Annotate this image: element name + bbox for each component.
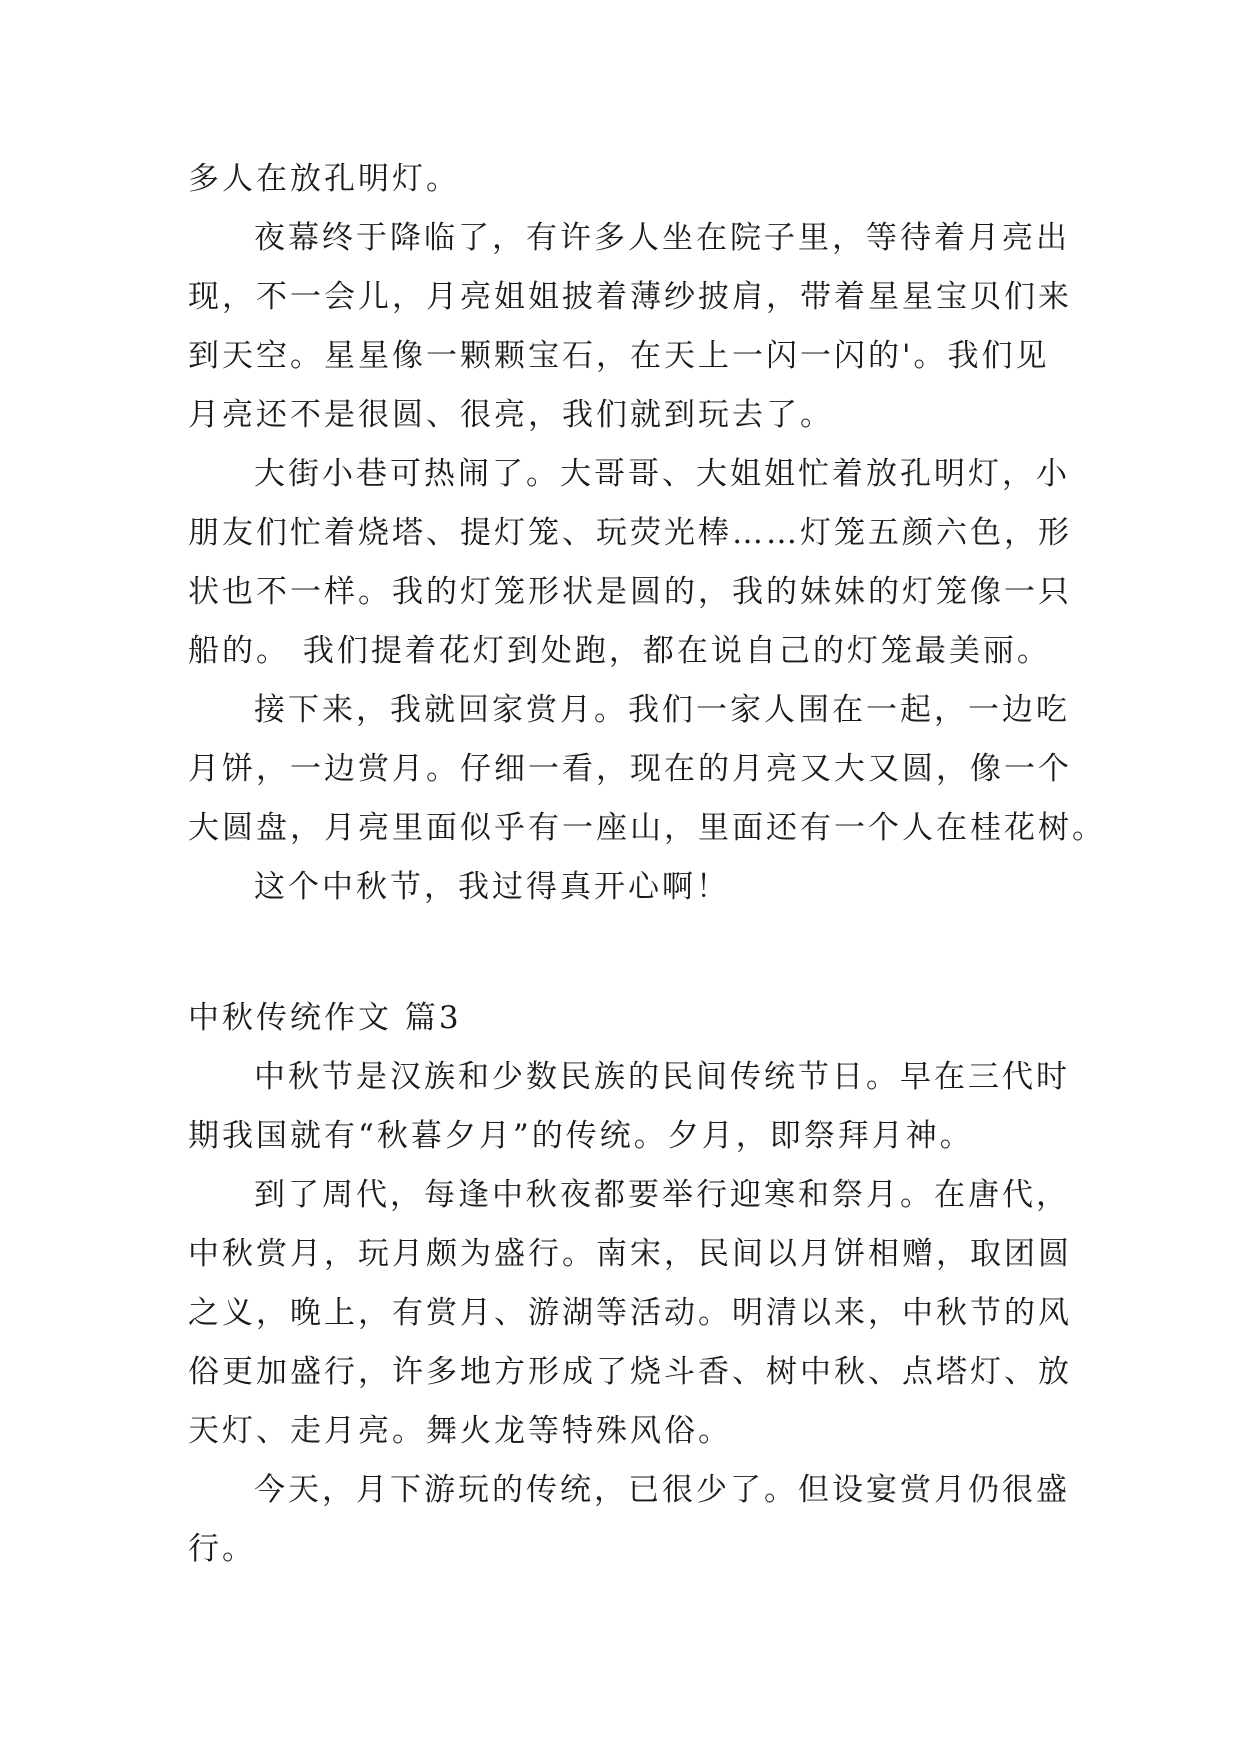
paragraph-line: 朋友们忙着烧塔、提灯笼、玩荧光棒……灯笼五颜六色，形 (188, 515, 1072, 551)
document-page (188, 150, 1106, 1579)
paragraph-line: 夜幕终于降临了，有许多人坐在院子里，等待着月亮出 (254, 220, 1070, 256)
paragraph-line: 俗更加盛行，许多地方形成了烧斗香、树中秋、点塔灯、放 (188, 1354, 1072, 1390)
section-spacer (188, 917, 1068, 989)
paragraph-line: 期我国就有“秋暮夕月”的传统。夕月，即祭拜月神。 (188, 1118, 974, 1154)
paragraph-line: 大街小巷可热闹了。大哥哥、大姐姐忙着放孔明灯，小 (254, 456, 1070, 492)
paragraph-line: 月饼，一边赏月。仔细一看，现在的月亮又大又圆，像一个 (188, 751, 1072, 787)
paragraph-line: 到了周代，每逢中秋夜都要举行迎寒和祭月。在唐代， (254, 1177, 1070, 1213)
paragraph-line: 船的。 我们提着花灯到处跑，都在说自己的灯笼最美丽。 (188, 633, 1051, 669)
essay-section-3 (188, 1048, 1072, 1579)
essay-section-2-continuation (188, 150, 1106, 917)
paragraph-line: 状也不一样。我的灯笼形状是圆的，我的妹妹的灯笼像一只 (188, 574, 1072, 610)
paragraph-line: 这个中秋节，我过得真开心啊！ (254, 869, 730, 905)
paragraph-line: 月亮还不是很圆、很亮，我们就到玩去了。 (188, 397, 834, 433)
paragraph-line: 到天空。星星像一颗颗宝石，在天上一闪一闪的'。我们见 (188, 338, 1050, 374)
paragraph-line: 行。 (188, 1531, 256, 1567)
paragraph-line: 中秋赏月，玩月颇为盛行。南宋，民间以月饼相赠，取团圆 (188, 1236, 1072, 1272)
paragraph-line: 接下来，我就回家赏月。我们一家人围在一起，一边吃 (254, 692, 1070, 728)
paragraph-line: 中秋节是汉族和少数民族的民间传统节日。早在三代时 (254, 1059, 1070, 1095)
paragraph-line: 多人在放孔明灯。 (188, 161, 460, 197)
paragraph-line: 之义，晚上，有赏月、游湖等活动。明清以来，中秋节的风 (188, 1295, 1072, 1331)
paragraph-line: 大圆盘，月亮里面似乎有一座山，里面还有一个人在桂花树。 (188, 810, 1106, 846)
section-heading: 中秋传统作文 篇3 (188, 1000, 462, 1036)
paragraph-line: 现，不一会儿，月亮姐姐披着薄纱披肩，带着星星宝贝们来 (188, 279, 1072, 315)
paragraph-line: 今天，月下游玩的传统，已很少了。但设宴赏月仍很盛 (254, 1472, 1070, 1508)
paragraph-line: 天灯、走月亮。舞火龙等特殊风俗。 (188, 1413, 732, 1449)
